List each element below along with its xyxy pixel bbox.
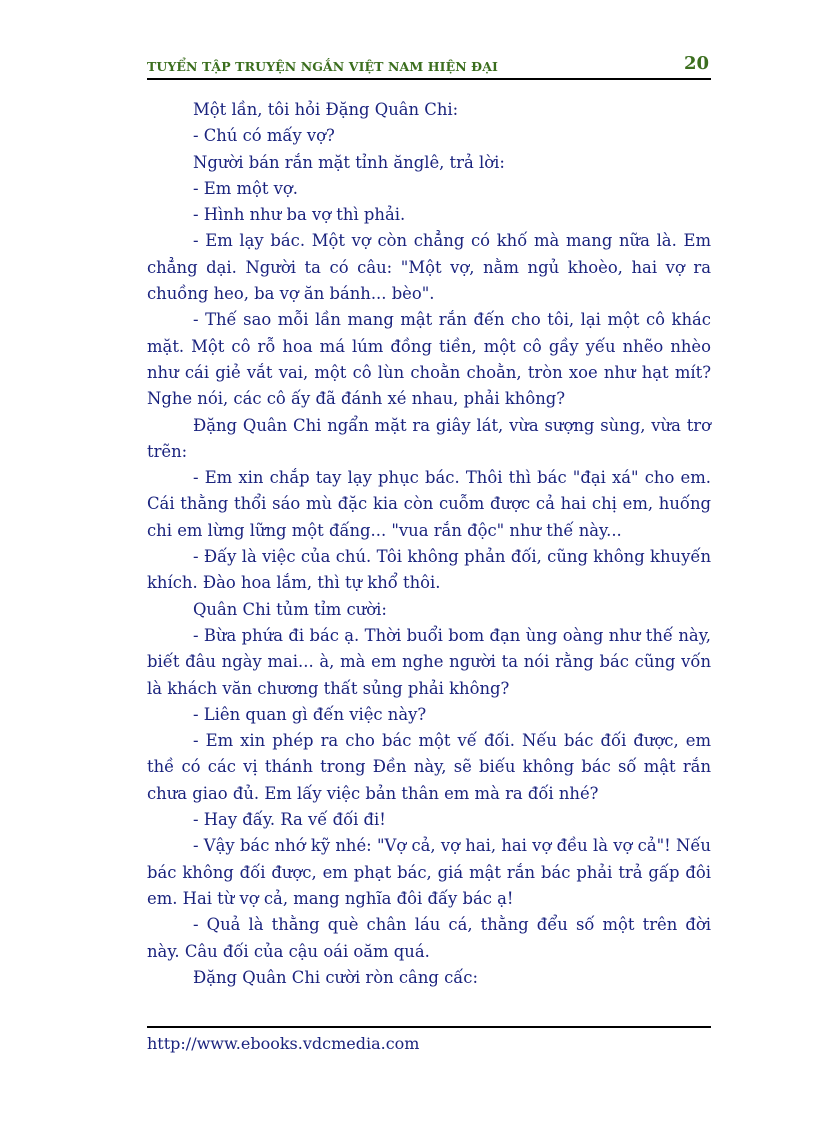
paragraph: - Em xin phép ra cho bác một vế đối. Nếu bác đối được, em thề có các vị thánh trong Đền này, sẽ biếu không bác số mật rắn chưa giao đủ. Em lấy việc bản thân em mà ra đối nhé? [147,731,711,803]
paragraph: - Bừa phứa đi bác ạ. Thời buổi bom đạn ùng oàng như thế này, biết đâu ngày mai... à, mà em nghe người ta nói rằng bác cũng vốn là khách văn chương thất sủng phải không? [147,625,711,698]
footer-url-link[interactable]: http://www.ebooks.vdcmedia.com [147,1034,420,1053]
paragraph: - Liên quan gì đến việc này? [193,704,427,724]
paragraph: Quân Chi tủm tỉm cười: [193,599,387,619]
paragraph: Đặng Quân Chi cười ròn câng cấc: [193,967,479,987]
footer-divider [147,1026,711,1028]
paragraph: Người bán rắn mặt tỉnh ănglê, trả lời: [193,152,505,172]
paragraph: Đặng Quân Chi ngẩn mặt ra giây lát, vừa sượng sùng, vừa trơ trẽn: [147,415,711,461]
paragraph: - Quả là thằng què chân láu cá, thằng đểu số một trên đời này. Câu đối của cậu oái oăm quá. [147,915,711,961]
paragraph: - Đấy là việc của chú. Tôi không phản đối, cũng không khuyến khích. Đào hoa lắm, thì tự khổ thôi. [147,547,711,593]
paragraph: - Em xin chắp tay lạy phục bác. Thôi thì bác "đại xá" cho em. Cái thằng thổi sáo mù đặc kia còn cuỗm được cả hai chị em, huống chi em lừng lững một đấng... "vua rắn độc" như thế này... [147,468,711,540]
page-number: 20 [683,53,709,74]
story-body [147,97,711,991]
paragraph: - Em lạy bác. Một vợ còn chẳng có khố mà mang nữa là. Em chẳng dại. Người ta có câu: "Một vợ, nằm ngủ khoèo, hai vợ ra chuồng heo, ba vợ ăn bánh... bèo". [147,231,711,304]
paragraph: - Chú có mấy vợ? [193,126,335,146]
paragraph: - Em một vợ. [193,178,299,198]
paragraph: - Thế sao mỗi lần mang mật rắn đến cho tôi, lại một cô khác mặt. Một cô rỗ hoa má lúm đồng tiền, một cô gầy yếu nhẽo nhèo như cái giẻ vắt vai, một cô lùn choằn choằn, tròn xoe như hạt mít? Nghe nói, các cô ấy đã đánh xé nhau, phải không? [147,310,711,409]
book-title: TUYỂN TẬP TRUYỆN NGẮN VIỆT NAM HIỆN ĐẠI [147,59,498,74]
paragraph: - Hay đấy. Ra vế đối đi! [193,810,386,830]
paragraph: - Hình như ba vợ thì phải. [193,205,406,225]
page-header [147,52,711,80]
paragraph: - Vậy bác nhớ kỹ nhé: "Vợ cả, vợ hai, hai vợ đều là vợ cả"! Nếu bác không đối được, em phạt bác, giá mật rắn bác phải trả gấp đôi em. Hai từ vợ cả, mang nghĩa đôi đấy bác ạ! [147,836,711,908]
paragraph: Một lần, tôi hỏi Đặng Quân Chi: [193,100,459,119]
